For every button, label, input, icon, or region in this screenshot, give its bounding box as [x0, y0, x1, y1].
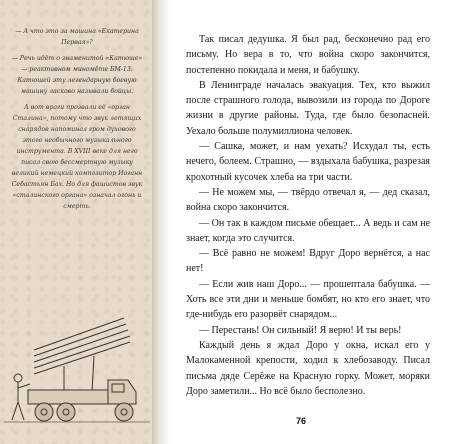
handwritten-note — [8, 26, 146, 217]
paragraph: — Он так в каждом письме обещает... А ведь и сам не знает, когда это случится. — [186, 217, 430, 244]
page-number: 76 — [295, 416, 306, 426]
sidebar-answer-part2: А вот враги прозвали её «орган Сталина», потому что звук летящих снарядов напоминал гром духового этого необычного музыкального инструмента. В XVIII веке для него писал свою бессмертную музыку великий немецкий композитор Иоганн Себастьян Бах. Но для фашистов звук «сталинского органа» означал огонь и смерть. — [11, 104, 143, 210]
paragraph: Так писал дедушка. Я был рад, бесконечно рад его письму. Но вера в то, что война скоро закончится, постепенно покидала и меня, и бабушку. — [186, 34, 430, 76]
paragraph: — Сашка, может, и нам уехать? Исхудал ты, есть нечего, болеем. Страшно, — вздыхала бабушка, разрезая крохотный кусочек хлеба на три части. — [186, 141, 430, 183]
sidebar-question: — А что это за машина «Екатерина Первая»? — [15, 28, 139, 46]
katyusha-truck-illustration — [4, 300, 150, 440]
paragraph: В Ленинграде началась эвакуация. Тех, кто выжил после страшного голода, вывозили из города по Дороге жизни в другие районы. Туда, где было безопасней. Уехало больше полумиллиона человек. — [186, 79, 430, 137]
page-gutter — [152, 0, 170, 444]
paragraph: — Перестань! Он сильный! Я верю! И ты верь! — [199, 324, 402, 336]
paragraph: — Если жив наш Доро... — прошептала бабушка. — Хоть все эти дни и меньше бомбят, но кто его знает, что где-нибудь его разорвёт снарядом... — [186, 278, 430, 321]
sidebar-answer-part1: — Речь идёт о знаменитой «Катюше» — реактивном миномёте БМ-13. Катюшей эту легендарную боевую машину ласково называли бойцы. — [11, 55, 143, 95]
page-text — [186, 32, 430, 399]
paragraph: — Не можем мы, — твёрдо отвечал я, — дед сказал, война скоро закончится. — [186, 186, 430, 214]
paragraph: — Всё равно не можем! Вдруг Доро вернётся, а нас нет! — [186, 248, 430, 275]
illustrated-sidebar — [0, 0, 152, 444]
paragraph: Каждый день я ждал Доро у окна, искал его у Малокаменной крепости, ходил к хлебозаводу. Писал письма дяде Серёже на Красную горку. Может, моряки Доро заметили... Но всё было бесполезно. — [186, 339, 430, 397]
